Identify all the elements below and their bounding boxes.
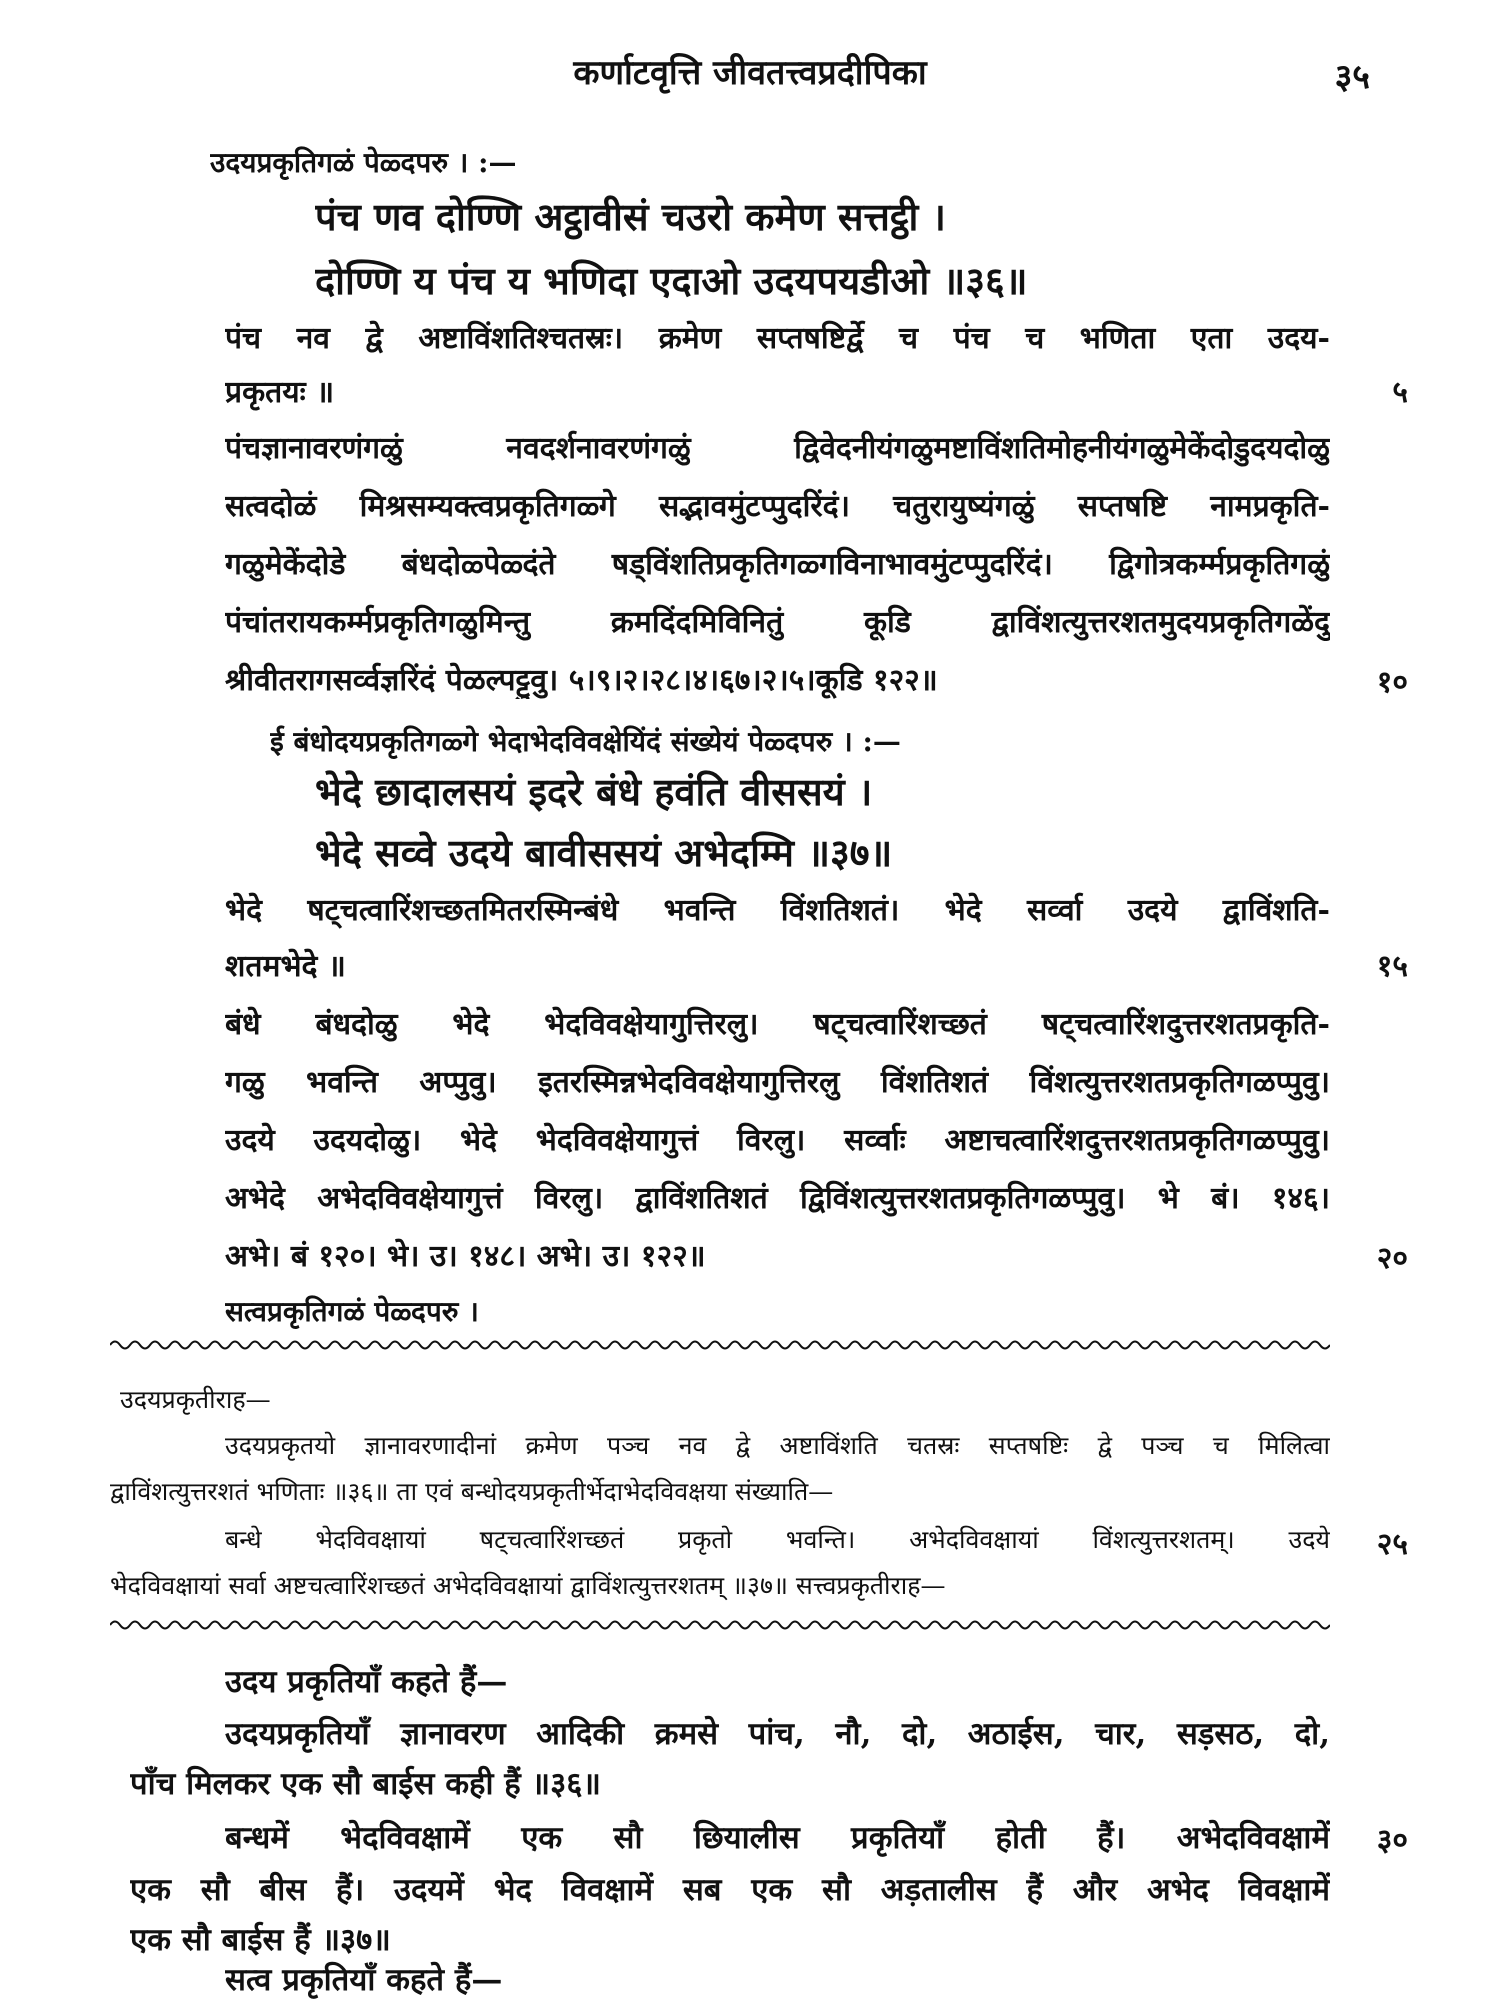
sanskrit-line-4: भेदविवक्षायां सर्वा अष्टचत्वारिंशच्छतं अभेदविवक्षायां द्वाविंशत्युत्तरशतम् ॥३७॥ सत्त्वप्रकृतीराह— [110, 1571, 946, 1600]
gatha-36-line-2: दोण्णि य पंच य भणिदा एदाओ उदयपयडीओ ॥३६॥ [315, 258, 1028, 303]
hindi-line-1: उदयप्रकृतियाँ ज्ञानावरण आदिकी क्रमसे पांच, नौ, दो, अठाईस, चार, सड़सठ, दो, [225, 1716, 1330, 1752]
chhaya-37-line-2: शतमभेदे ॥ [225, 949, 346, 984]
udaya-intro: उदयप्रकृतिगळं पेळ्दपरु । :— [210, 146, 517, 179]
chhaya-36-line-2: प्रकृतयः ॥ [225, 375, 335, 410]
hindi-line-3: बन्धमें भेदविवक्षामें एक सौ छियालीस प्रकृतियाँ होती हैं। अभेदविवक्षामें [225, 1820, 1330, 1856]
gatha-37-line-1: भेदे छादालसयं इदरे बंधे हवंति वीससयं । [315, 769, 873, 814]
line-number-25: २५ [1376, 1527, 1408, 1562]
hindi-line-5: एक सौ बाईस हैं ॥३७॥ [130, 1922, 391, 1958]
line-number-15: १५ [1376, 949, 1408, 984]
running-header-title: कर्णाटवृत्ति जीवतत्त्वप्रदीपिका [573, 53, 927, 93]
commentary-36-line-2: सत्वदोळं मिश्रसम्यक्त्वप्रकृतिगळ्गे सद्भावमुंटप्पुदरिंदं। चतुरायुष्यंगळुं सप्तषष्टि नामप्रकृति- [225, 489, 1330, 524]
line-number-10: १० [1376, 665, 1408, 700]
section-divider [110, 1618, 1330, 1632]
bheda-intro: ई बंधोदयप्रकृतिगळ्गे भेदाभेदविवक्षेयिंदं संख्येयं पेळ्दपरु । :— [270, 725, 901, 758]
commentary-37-line-5: अभे। बं १२०। भे। उ। १४८। अभे। उ। १२२॥ [225, 1239, 706, 1274]
commentary-36-line-1: पंचज्ञानावरणंगळुं नवदर्शनावरणंगळुं द्विवेदनीयंगळुमष्टाविंशतिमोहनीयंगळुमेकेंदोडुदयदोळु [225, 431, 1330, 466]
commentary-36-line-3: गळुमेकेंदोडे बंधदोळ्पेळ्दंते षड्विंशतिप्रकृतिगळ्गविनाभावमुंटप्पुदरिंदं। द्विगोत्रकर्म्मप्रकृतिगळुं [225, 547, 1330, 582]
chhaya-36-line-1: पंच नव द्वे अष्टाविंशतिश्चतस्रः। क्रमेण सप्तषष्टिर्द्वे च पंच च भणिता एता उदय- [225, 321, 1330, 356]
commentary-37-line-2: गळु भवन्ति अप्पुवु। इतरस्मिन्नभेदविवक्षेयागुत्तिरलु विंशतिशतं विंशत्युत्तरशतप्रकृतिगळप्पुवु। [225, 1065, 1330, 1100]
line-number-5: ५ [1392, 375, 1408, 410]
satva-intro: सत्वप्रकृतिगळं पेळ्दपरु । [225, 1295, 479, 1328]
sanskrit-heading: उदयप्रकृतीराह— [120, 1385, 271, 1414]
sanskrit-line-3: बन्धे भेदविवक्षायां षट्चत्वारिंशच्छतं प्रकृतो भवन्ति। अभेदविवक्षायां विंशत्युत्तरशतम्। उदये [225, 1525, 1330, 1554]
hindi-line-2: पाँच मिलकर एक सौ बाईस कही हैं ॥३६॥ [130, 1766, 601, 1802]
sanskrit-line-1: उदयप्रकृतयो ज्ञानावरणादीनां क्रमेण पञ्च नव द्वे अष्टाविंशति चतस्रः सप्तषष्टिः द्वे पञ्च च मिलित्वा [225, 1431, 1330, 1460]
gatha-36-line-1: पंच णव दोण्णि अट्ठावीसं चउरो कमेण सत्तट्ठी । [315, 194, 946, 239]
gatha-37-line-2: भेदे सव्वे उदये बावीससयं अभेदम्मि ॥३७॥ [315, 830, 893, 875]
hindi-line-4: एक सौ बीस हैं। उदयमें भेद विवक्षामें सब एक सौ अड़तालीस हैं और अभेद विवक्षामें [130, 1872, 1330, 1908]
line-number-20: २० [1376, 1241, 1408, 1276]
section-divider [110, 1338, 1330, 1352]
sanskrit-line-2: द्वाविंशत्युत्तरशतं भणिताः ॥३६॥ ता एवं बन्धोदयप्रकृतीर्भेदाभेदविवक्षया संख्याति— [110, 1477, 834, 1506]
commentary-36-line-4: पंचांतरायकर्म्मप्रकृतिगळुमिन्तु क्रमदिंदमिविनितुं कूडि द्वाविंशत्युत्तरशतमुदयप्रकृतिगळेंदु [225, 605, 1330, 640]
commentary-37-line-1: बंधे बंधदोळु भेदे भेदविवक्षेयागुत्तिरलु। षट्चत्वारिंशच्छतं षट्चत्वारिंशदुत्तरशतप्रकृति- [225, 1007, 1330, 1042]
commentary-37-line-3: उदये उदयदोळु। भेदे भेदविवक्षेयागुत्तं विरलु। सर्व्वाः अष्टाचत्वारिंशदुत्तरशतप्रकृतिगळप्पुवु। [225, 1123, 1330, 1158]
chhaya-37-line-1: भेदे षट्चत्वारिंशच्छतमितरस्मिन्बंधे भवन्ति विंशतिशतं। भेदे सर्व्वा उदये द्वाविंशति- [225, 893, 1330, 928]
hindi-line-6: सत्व प्रकृतियाँ कहते हैं— [225, 1962, 503, 1998]
page-number: ३५ [1334, 57, 1370, 97]
line-number-30: ३० [1376, 1823, 1408, 1858]
hindi-heading: उदय प्रकृतियाँ कहते हैं— [225, 1664, 508, 1700]
commentary-37-line-4: अभेदे अभेदविवक्षेयागुत्तं विरलु। द्वाविंशतिशतं द्विविंशत्युत्तरशतप्रकृतिगळप्पुवु। भे बं। १४६। [225, 1181, 1330, 1216]
commentary-36-line-5: श्रीवीतरागसर्व्वज्ञरिंदं पेळल्पट्टुवु। ५।९।२।२८।४।६७।२।५।कूडि १२२॥ [225, 663, 938, 698]
